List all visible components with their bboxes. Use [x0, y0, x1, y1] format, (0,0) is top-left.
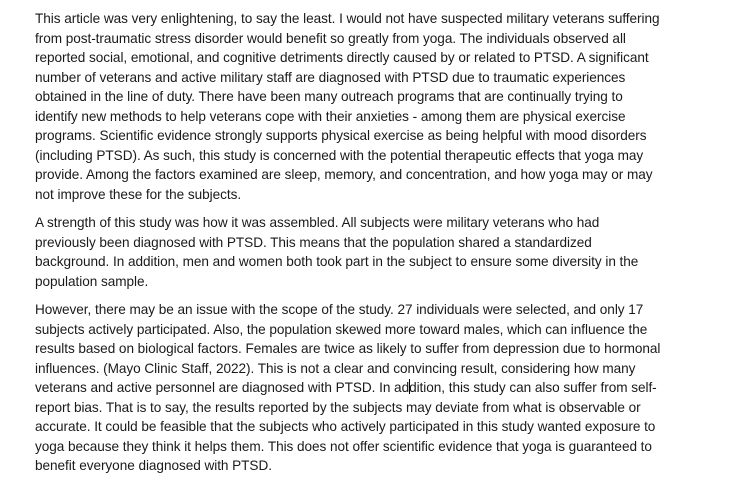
paragraph-2[interactable] [35, 213, 675, 291]
text-line: from post-traumatic stress disorder would benefit so greatly from yoga. The individuals observed all [35, 30, 626, 46]
text-line: accurate. It could be feasible that the subjects who actively participated in this study wanted exposure to [35, 419, 656, 434]
text-line: subjects actively participated. Also, the population skewed more toward males, which can influence the [35, 321, 648, 337]
text-line: benefit everyone diagnosed with PTSD. [35, 458, 272, 473]
text-line: previously been diagnosed with PTSD. This means that the population shared a standardized [35, 234, 592, 250]
paragraph-1[interactable] [35, 9, 675, 204]
text-line: results based on biological factors. Females are twice as likely to suffer from depression due to hormonal [35, 341, 661, 356]
text-line: identify new methods to help veterans cope with their anxieties - among them are physical exercise [35, 108, 626, 124]
text-line: obtained in the line of duty. There have been many outreach programs that are continually trying to [35, 89, 623, 104]
text-line: number of veterans and active military staff are diagnosed with PTSD due to traumatic experiences [35, 69, 626, 85]
text-line: yoga because they think it helps them. This does not offer scientific evidence that yoga is guaranteed to [35, 438, 652, 454]
document-body[interactable] [35, 9, 675, 485]
text-line: provide. Among the factors examined are sleep, memory, and concentration, and how yoga may or may [35, 167, 653, 182]
text-line: influences. (Mayo Clinic Staff, 2022). This is not a clear and convincing result, considering how many [35, 360, 636, 376]
text-line: population sample. [35, 273, 149, 289]
text-line: A strength of this study was how it was assembled. All subjects were military veterans who had [35, 215, 600, 230]
text-line: report bias. That is to say, the results reported by the subjects may deviate from what is observable or [35, 399, 641, 415]
text-before-caret: veterans and active personnel are diagnosed with PTSD. In ad [35, 380, 410, 395]
text-line: However, there may be an issue with the scope of the study. 27 individuals were selected, and only 17 [35, 302, 644, 317]
text-line: not improve these for the subjects. [35, 186, 242, 202]
text-line: reported social, emotional, and cognitive detriments directly caused by or related to PTSD. A significant [35, 50, 649, 65]
text-line-with-caret [35, 378, 675, 398]
text-after-caret: dition, this study can also suffer from self- [409, 380, 657, 395]
text-line: (including PTSD). As such, this study is concerned with the potential therapeutic effects that yoga may [35, 147, 644, 163]
text-line: This article was very enlightening, to say the least. I would not have suspected military veterans suffering [35, 11, 660, 26]
text-line: programs. Scientific evidence strongly supports physical exercise as being helpful with mood disorders [35, 128, 647, 143]
text-line: background. In addition, men and women both took part in the subject to ensure some diversity in the [35, 254, 639, 269]
paragraph-3[interactable] [35, 300, 675, 476]
